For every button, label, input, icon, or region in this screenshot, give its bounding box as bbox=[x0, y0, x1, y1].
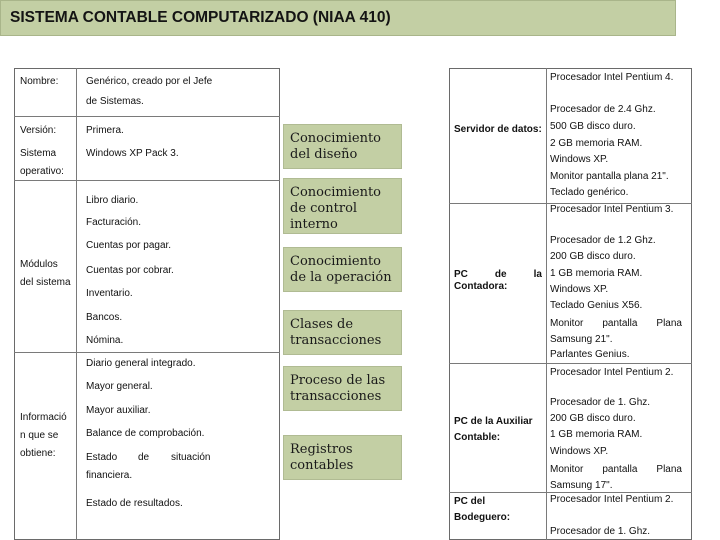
nombre-value-line2: de Sistemas. bbox=[86, 96, 144, 107]
box-text: Proceso de las transacciones bbox=[290, 373, 386, 404]
servidor-label: Servidor de datos: bbox=[454, 124, 542, 135]
servidor-spec: Windows XP. bbox=[550, 154, 609, 165]
info-label: Informació bbox=[20, 412, 67, 423]
info-item: Estado de resultados. bbox=[86, 498, 183, 509]
page-title: SISTEMA CONTABLE COMPUTARIZADO (NIAA 410) bbox=[10, 9, 391, 26]
box-control-interno bbox=[283, 178, 402, 234]
nombre-label: Nombre: bbox=[20, 76, 59, 87]
modulo-item: Nómina. bbox=[86, 335, 124, 346]
info-item: Balance de comprobación. bbox=[86, 428, 205, 439]
contadora-spec: 200 GB disco duro. bbox=[550, 251, 636, 262]
info-item: Diario general integrado. bbox=[86, 358, 196, 369]
info-label-3: obtiene: bbox=[20, 448, 56, 459]
modulo-item: Facturación. bbox=[86, 217, 142, 228]
bodeguero-spec: Procesador de 1. Ghz. bbox=[550, 526, 651, 537]
modulo-item: Inventario. bbox=[86, 288, 133, 299]
version-value: Primera. bbox=[86, 125, 124, 136]
box-proceso bbox=[283, 366, 402, 411]
auxiliar-spec: Procesador Intel Pentium 2. bbox=[550, 367, 674, 378]
sistema-label: Sistema bbox=[20, 148, 57, 159]
box-text: Registros contables bbox=[290, 442, 354, 473]
title-banner bbox=[0, 0, 676, 36]
box-registros bbox=[283, 435, 402, 480]
sistema-value: Windows XP Pack 3. bbox=[86, 148, 179, 159]
nombre-value-line1: Genérico, creado por el Jefe bbox=[86, 76, 213, 87]
version-label: Versión: bbox=[20, 125, 57, 136]
servidor-spec: 500 GB disco duro. bbox=[550, 121, 636, 132]
divider bbox=[449, 363, 692, 364]
box-text: Conocimiento de la operación bbox=[290, 254, 392, 285]
contadora-label: PC de la Contadora: bbox=[454, 269, 542, 292]
auxiliar-spec: 1 GB memoria RAM. bbox=[550, 429, 643, 440]
servidor-spec: Teclado genérico. bbox=[550, 187, 629, 198]
modulo-item: Cuentas por pagar. bbox=[86, 240, 172, 251]
servidor-spec: Procesador de 2.4 Ghz. bbox=[550, 104, 656, 115]
estado-word: financiera. bbox=[86, 470, 133, 481]
box-text: Clases de transacciones bbox=[290, 317, 382, 348]
servidor-spec: Monitor pantalla plana 21". bbox=[550, 171, 669, 182]
bodeguero-spec: Procesador Intel Pentium 2. bbox=[550, 494, 674, 505]
divider bbox=[14, 352, 280, 353]
estado-word: Estado bbox=[86, 452, 118, 463]
box-text: Conocimiento de control interno bbox=[290, 185, 382, 232]
auxiliar-label: PC de la Auxiliar Contable: bbox=[454, 416, 533, 443]
modulo-item: Libro diario. bbox=[86, 195, 139, 206]
contadora-spec: Teclado Genius X56. bbox=[550, 300, 643, 311]
auxiliar-spec: 200 GB disco duro. bbox=[550, 413, 636, 424]
contadora-spec: Windows XP. bbox=[550, 284, 609, 295]
sistema-label-2: operativo: bbox=[20, 166, 64, 177]
box-diseno bbox=[283, 124, 402, 169]
servidor-spec: Procesador Intel Pentium 4. bbox=[550, 72, 674, 83]
box-clases bbox=[283, 310, 402, 355]
auxiliar-spec: Windows XP. bbox=[550, 446, 609, 457]
info-item: Mayor general. bbox=[86, 381, 153, 392]
left-divider bbox=[76, 68, 77, 540]
box-text: Conocimiento del diseño bbox=[290, 131, 382, 162]
estado-word: situación bbox=[171, 452, 211, 463]
info-item: Mayor auxiliar. bbox=[86, 405, 151, 416]
box-operacion bbox=[283, 247, 402, 292]
bodeguero-label: PC del Bodeguero: bbox=[454, 496, 511, 523]
estado-word: de bbox=[138, 452, 150, 463]
contadora-spec: Procesador de 1.2 Ghz. bbox=[550, 235, 656, 246]
right-divider bbox=[546, 68, 547, 540]
contadora-spec: Parlantes Genius. bbox=[550, 349, 630, 360]
auxiliar-spec: Procesador de 1. Ghz. bbox=[550, 397, 651, 408]
modulo-item: Cuentas por cobrar. bbox=[86, 265, 174, 276]
info-label-2: n que se bbox=[20, 430, 59, 441]
auxiliar-spec: Monitor pantalla Plana Samsung 17". bbox=[550, 464, 682, 491]
divider bbox=[14, 180, 280, 181]
contadora-spec: Procesador Intel Pentium 3. bbox=[550, 204, 674, 215]
divider bbox=[14, 116, 280, 117]
contadora-spec: Monitor pantalla Plana Samsung 21". bbox=[550, 318, 682, 345]
contadora-spec: 1 GB memoria RAM. bbox=[550, 268, 643, 279]
modulos-label-2: del sistema bbox=[20, 277, 71, 288]
modulo-item: Bancos. bbox=[86, 312, 123, 323]
left-table bbox=[14, 68, 280, 540]
modulos-label: Módulos bbox=[20, 259, 58, 270]
servidor-spec: 2 GB memoria RAM. bbox=[550, 138, 643, 149]
